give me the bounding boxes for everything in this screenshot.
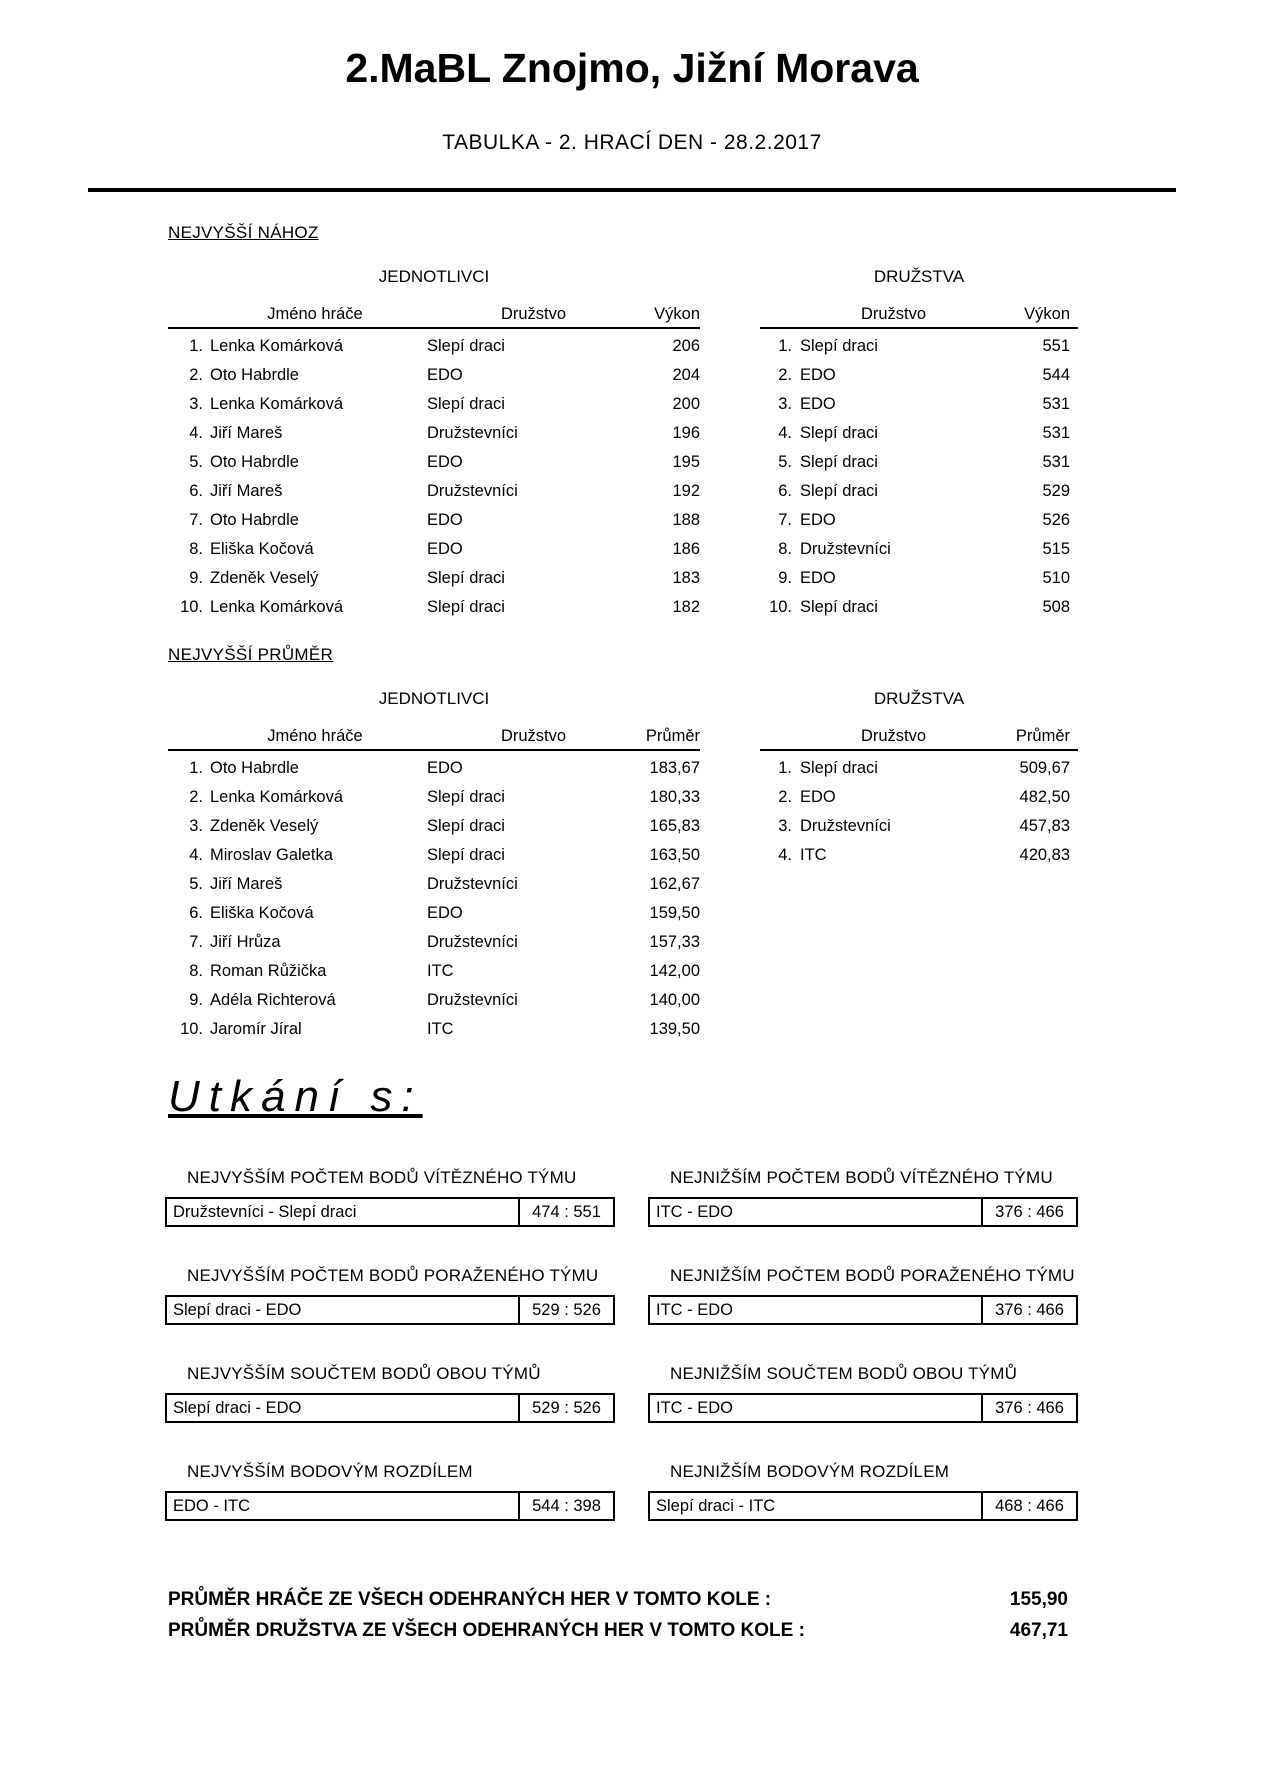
table-row bbox=[168, 361, 700, 390]
section-highest-throw bbox=[0, 222, 1264, 622]
team-cell: ITC bbox=[427, 962, 454, 980]
table-row bbox=[760, 841, 1078, 870]
player-name-cell: Jiří Hrůza bbox=[210, 933, 281, 951]
rank-cell: 6. bbox=[778, 482, 792, 500]
player-name-cell: Lenka Komárková bbox=[210, 395, 343, 413]
score-cell: 183 bbox=[672, 569, 700, 587]
match-result-box bbox=[165, 1393, 615, 1423]
player-name-cell: Eliška Kočová bbox=[210, 904, 314, 922]
match-score: 376 : 466 bbox=[981, 1199, 1076, 1225]
match-record bbox=[648, 1461, 1078, 1521]
table-row bbox=[168, 841, 700, 870]
score-cell: 188 bbox=[672, 511, 700, 529]
column-header-row bbox=[760, 304, 1078, 329]
table-row bbox=[760, 564, 1078, 593]
score-cell: 196 bbox=[672, 424, 700, 442]
rank-cell: 1. bbox=[778, 759, 792, 777]
column-header-average: Průměr bbox=[645, 727, 700, 745]
score-cell: 531 bbox=[1042, 395, 1070, 413]
player-name-cell: Jiří Mareš bbox=[210, 875, 283, 893]
rank-cell: 5. bbox=[189, 875, 203, 893]
player-name-cell: Lenka Komárková bbox=[210, 788, 343, 806]
team-cell: EDO bbox=[427, 759, 463, 777]
player-name-cell: Adéla Richterová bbox=[210, 991, 336, 1009]
match-score: 468 : 466 bbox=[981, 1493, 1076, 1519]
score-cell: 551 bbox=[1042, 337, 1070, 355]
team-cell: EDO bbox=[427, 453, 463, 471]
section-matches-with bbox=[0, 1044, 1264, 1521]
team-cell: Slepí draci bbox=[427, 598, 505, 616]
average-cell: 162,67 bbox=[649, 875, 700, 893]
stat-value: 467,71 bbox=[1009, 1620, 1068, 1641]
rank-cell: 9. bbox=[189, 569, 203, 587]
table-row bbox=[760, 754, 1078, 783]
table-row bbox=[168, 477, 700, 506]
player-name-cell: Jiří Mareš bbox=[210, 424, 283, 442]
score-cell: 186 bbox=[672, 540, 700, 558]
match-record bbox=[648, 1167, 1078, 1227]
rank-cell: 2. bbox=[189, 366, 203, 384]
column-header-row bbox=[168, 726, 700, 751]
table-row bbox=[168, 870, 700, 899]
highest-average-individuals-table bbox=[168, 665, 700, 1044]
team-cell: Slepí draci bbox=[800, 598, 878, 616]
table-row bbox=[168, 754, 700, 783]
rank-cell: 10. bbox=[769, 598, 792, 616]
match-result-box bbox=[648, 1393, 1078, 1423]
rank-cell: 4. bbox=[189, 846, 203, 864]
rank-cell: 10. bbox=[180, 598, 203, 616]
column-header-average: Průměr bbox=[1015, 727, 1070, 745]
rank-cell: 2. bbox=[778, 366, 792, 384]
score-cell: 515 bbox=[1042, 540, 1070, 558]
score-cell: 531 bbox=[1042, 424, 1070, 442]
team-cell: Družstevníci bbox=[427, 424, 518, 442]
team-cell: EDO bbox=[800, 366, 836, 384]
summary-stat-line bbox=[168, 1615, 1068, 1646]
table-row bbox=[168, 448, 700, 477]
score-cell: 510 bbox=[1042, 569, 1070, 587]
rank-cell: 5. bbox=[189, 453, 203, 471]
average-cell: 183,67 bbox=[649, 759, 700, 777]
rank-column-spacer bbox=[168, 726, 203, 746]
table-row bbox=[760, 812, 1078, 841]
match-record bbox=[165, 1167, 615, 1227]
individuals-rows bbox=[168, 754, 700, 1044]
match-score: 474 : 551 bbox=[518, 1199, 613, 1225]
table-row bbox=[168, 986, 700, 1015]
rank-cell: 10. bbox=[180, 1020, 203, 1038]
match-category-label: NEJVYŠŠÍM SOUČTEM BODŮ OBOU TÝMŮ bbox=[187, 1364, 541, 1383]
rank-cell: 5. bbox=[778, 453, 792, 471]
team-cell: Družstevníci bbox=[427, 482, 518, 500]
section-highest-average bbox=[0, 644, 1264, 1044]
player-name-cell: Oto Habrdle bbox=[210, 366, 299, 384]
score-cell: 200 bbox=[672, 395, 700, 413]
score-cell: 192 bbox=[672, 482, 700, 500]
individuals-rows bbox=[168, 332, 700, 622]
rank-cell: 8. bbox=[778, 540, 792, 558]
average-cell: 457,83 bbox=[1019, 817, 1070, 835]
table-row bbox=[760, 535, 1078, 564]
column-header-team: Družstvo bbox=[860, 305, 927, 323]
highest-average-teams-table bbox=[760, 665, 1078, 870]
rank-cell: 1. bbox=[189, 759, 203, 777]
match-score: 376 : 466 bbox=[981, 1395, 1076, 1421]
team-cell: Slepí draci bbox=[800, 759, 878, 777]
score-cell: 531 bbox=[1042, 453, 1070, 471]
table-row bbox=[168, 812, 700, 841]
section-heading-highest-average: NEJVYŠŠÍ PRŮMĚR bbox=[168, 645, 334, 664]
score-cell: 508 bbox=[1042, 598, 1070, 616]
rank-column-spacer bbox=[760, 726, 792, 746]
table-row bbox=[168, 783, 700, 812]
highest-throw-teams-table bbox=[760, 243, 1078, 622]
team-cell: Slepí draci bbox=[427, 788, 505, 806]
table-row bbox=[760, 390, 1078, 419]
player-name-cell: Oto Habrdle bbox=[210, 511, 299, 529]
match-teams: ITC - EDO bbox=[656, 1203, 733, 1221]
player-name-cell: Zdeněk Veselý bbox=[210, 817, 319, 835]
average-cell: 163,50 bbox=[649, 846, 700, 864]
match-record bbox=[165, 1461, 615, 1521]
rank-cell: 7. bbox=[778, 511, 792, 529]
team-cell: Slepí draci bbox=[427, 395, 505, 413]
team-cell: Slepí draci bbox=[800, 453, 878, 471]
rank-cell: 4. bbox=[778, 846, 792, 864]
stat-label: PRŮMĚR DRUŽSTVA ZE VŠECH ODEHRANÝCH HER V TOMTO KOLE : bbox=[168, 1620, 805, 1641]
match-category-label: NEJVYŠŠÍM POČTEM BODŮ VÍTĚZNÉHO TÝMU bbox=[187, 1168, 577, 1187]
match-category-label: NEJNIŽŠÍM SOUČTEM BODŮ OBOU TÝMŮ bbox=[670, 1364, 1018, 1383]
score-cell: 529 bbox=[1042, 482, 1070, 500]
table-row bbox=[760, 593, 1078, 622]
team-cell: ITC bbox=[427, 1020, 454, 1038]
matches-with-heading: Utkání s: bbox=[168, 1072, 423, 1121]
stat-label: PRŮMĚR HRÁČE ZE VŠECH ODEHRANÝCH HER V TOMTO KOLE : bbox=[168, 1589, 772, 1610]
average-cell: 165,83 bbox=[649, 817, 700, 835]
match-result-box bbox=[165, 1491, 615, 1521]
rank-cell: 3. bbox=[189, 817, 203, 835]
rank-column-spacer bbox=[168, 304, 203, 324]
table-row bbox=[168, 506, 700, 535]
rank-cell: 7. bbox=[189, 933, 203, 951]
rank-cell: 4. bbox=[189, 424, 203, 442]
team-cell: EDO bbox=[800, 569, 836, 587]
table-row bbox=[168, 928, 700, 957]
rank-cell: 4. bbox=[778, 424, 792, 442]
column-header-score: Výkon bbox=[1024, 305, 1070, 323]
team-cell: Družstevníci bbox=[427, 933, 518, 951]
player-name-cell: Eliška Kočová bbox=[210, 540, 314, 558]
teams-rows bbox=[760, 332, 1078, 622]
team-cell: Družstevníci bbox=[427, 991, 518, 1009]
rank-cell: 9. bbox=[778, 569, 792, 587]
match-record bbox=[165, 1363, 615, 1423]
match-category-label: NEJNIŽŠÍM POČTEM BODŮ VÍTĚZNÉHO TÝMU bbox=[670, 1168, 1053, 1187]
table-row bbox=[760, 477, 1078, 506]
player-name-cell: Lenka Komárková bbox=[210, 598, 343, 616]
table-row bbox=[168, 419, 700, 448]
page-subtitle: TABULKA - 2. HRACÍ DEN - 28.2.2017 bbox=[442, 131, 822, 154]
team-cell: Družstevníci bbox=[800, 540, 891, 558]
match-result-box bbox=[165, 1197, 615, 1227]
team-cell: EDO bbox=[427, 511, 463, 529]
column-header-team: Družstvo bbox=[860, 727, 927, 745]
match-records-grid bbox=[165, 1167, 1264, 1521]
rank-cell: 6. bbox=[189, 904, 203, 922]
team-cell: Slepí draci bbox=[427, 846, 505, 864]
player-name-cell: Jiří Mareš bbox=[210, 482, 283, 500]
team-cell: Slepí draci bbox=[427, 337, 505, 355]
rank-cell: 3. bbox=[778, 817, 792, 835]
team-cell: Slepí draci bbox=[800, 424, 878, 442]
table-row bbox=[168, 593, 700, 622]
rank-cell: 8. bbox=[189, 540, 203, 558]
rank-cell: 9. bbox=[189, 991, 203, 1009]
rank-cell: 2. bbox=[189, 788, 203, 806]
table-row bbox=[760, 332, 1078, 361]
team-cell: ITC bbox=[800, 846, 827, 864]
column-header-score: Výkon bbox=[654, 305, 700, 323]
rank-cell: 3. bbox=[189, 395, 203, 413]
table-row bbox=[760, 361, 1078, 390]
match-result-box bbox=[648, 1295, 1078, 1325]
match-teams: Slepí draci - EDO bbox=[173, 1399, 302, 1417]
rank-cell: 6. bbox=[189, 482, 203, 500]
table-row bbox=[760, 448, 1078, 477]
match-category-label: NEJVYŠŠÍM POČTEM BODŮ PORAŽENÉHO TÝMU bbox=[187, 1266, 599, 1285]
match-teams: Slepí draci - ITC bbox=[656, 1497, 776, 1515]
table-row bbox=[168, 535, 700, 564]
match-category-label: NEJVYŠŠÍM BODOVÝM ROZDÍLEM bbox=[187, 1462, 473, 1481]
average-cell: 482,50 bbox=[1019, 788, 1070, 806]
highest-average-tables bbox=[168, 665, 1264, 1044]
team-cell: EDO bbox=[427, 366, 463, 384]
summary-stats bbox=[168, 1584, 1068, 1646]
average-cell: 139,50 bbox=[649, 1020, 700, 1038]
match-record bbox=[648, 1265, 1078, 1325]
average-cell: 142,00 bbox=[649, 962, 700, 980]
match-teams: ITC - EDO bbox=[656, 1301, 733, 1319]
match-score: 529 : 526 bbox=[518, 1395, 613, 1421]
player-name-cell: Oto Habrdle bbox=[210, 759, 299, 777]
team-cell: Družstevníci bbox=[800, 817, 891, 835]
teams-table-title: DRUŽSTVA bbox=[873, 689, 965, 708]
column-header-team: Družstvo bbox=[500, 727, 567, 745]
score-cell: 526 bbox=[1042, 511, 1070, 529]
player-name-cell: Jaromír Jíral bbox=[210, 1020, 302, 1038]
page-title: 2.MaBL Znojmo, Jižní Morava bbox=[345, 45, 919, 91]
stat-value: 155,90 bbox=[1009, 1589, 1068, 1610]
average-cell: 420,83 bbox=[1019, 846, 1070, 864]
match-score: 376 : 466 bbox=[981, 1297, 1076, 1323]
match-result-box bbox=[648, 1197, 1078, 1227]
score-cell: 195 bbox=[672, 453, 700, 471]
score-cell: 182 bbox=[672, 598, 700, 616]
score-cell: 206 bbox=[672, 337, 700, 355]
team-cell: Slepí draci bbox=[427, 817, 505, 835]
match-teams: EDO - ITC bbox=[173, 1497, 250, 1515]
player-name-cell: Miroslav Galetka bbox=[210, 846, 333, 864]
match-record bbox=[165, 1265, 615, 1325]
team-cell: Slepí draci bbox=[800, 482, 878, 500]
rank-cell: 1. bbox=[189, 337, 203, 355]
player-name-cell: Lenka Komárková bbox=[210, 337, 343, 355]
match-category-label: NEJNIŽŠÍM BODOVÝM ROZDÍLEM bbox=[670, 1462, 950, 1481]
table-row bbox=[168, 957, 700, 986]
rank-cell: 2. bbox=[778, 788, 792, 806]
table-row bbox=[168, 899, 700, 928]
table-row bbox=[168, 390, 700, 419]
team-cell: EDO bbox=[800, 788, 836, 806]
rank-cell: 3. bbox=[778, 395, 792, 413]
teams-table-title: DRUŽSTVA bbox=[873, 267, 965, 286]
average-cell: 509,67 bbox=[1019, 759, 1070, 777]
average-cell: 159,50 bbox=[649, 904, 700, 922]
match-score: 529 : 526 bbox=[518, 1297, 613, 1323]
match-result-box bbox=[648, 1491, 1078, 1521]
table-row bbox=[168, 564, 700, 593]
column-header-row bbox=[168, 304, 700, 329]
score-cell: 204 bbox=[672, 366, 700, 384]
team-cell: EDO bbox=[427, 904, 463, 922]
player-name-cell: Oto Habrdle bbox=[210, 453, 299, 471]
team-cell: Družstevníci bbox=[427, 875, 518, 893]
rank-cell: 7. bbox=[189, 511, 203, 529]
column-header-team: Družstvo bbox=[500, 305, 567, 323]
team-cell: EDO bbox=[800, 511, 836, 529]
team-cell: EDO bbox=[800, 395, 836, 413]
teams-rows bbox=[760, 754, 1078, 870]
divider-rule bbox=[88, 188, 1176, 192]
rank-cell: 8. bbox=[189, 962, 203, 980]
match-category-label: NEJNIŽŠÍM POČTEM BODŮ PORAŽENÉHO TÝMU bbox=[670, 1266, 1075, 1285]
match-score: 544 : 398 bbox=[518, 1493, 613, 1519]
match-teams: Družstevníci - Slepí draci bbox=[173, 1203, 357, 1221]
score-cell: 544 bbox=[1042, 366, 1070, 384]
highest-throw-tables bbox=[168, 243, 1264, 622]
team-cell: Slepí draci bbox=[427, 569, 505, 587]
team-cell: EDO bbox=[427, 540, 463, 558]
team-cell: Slepí draci bbox=[800, 337, 878, 355]
individuals-table-title: JEDNOTLIVCI bbox=[378, 267, 490, 286]
individuals-table-title: JEDNOTLIVCI bbox=[378, 689, 490, 708]
player-name-cell: Zdeněk Veselý bbox=[210, 569, 319, 587]
match-result-box bbox=[165, 1295, 615, 1325]
highest-throw-individuals-table bbox=[168, 243, 700, 622]
column-header-player-name: Jméno hráče bbox=[267, 727, 363, 745]
table-row bbox=[168, 332, 700, 361]
match-record bbox=[648, 1363, 1078, 1423]
table-row bbox=[168, 1015, 700, 1044]
table-row bbox=[760, 506, 1078, 535]
table-row bbox=[760, 419, 1078, 448]
rank-column-spacer bbox=[760, 304, 792, 324]
column-header-row bbox=[760, 726, 1078, 751]
column-header-player-name: Jméno hráče bbox=[267, 305, 363, 323]
table-row bbox=[760, 783, 1078, 812]
summary-stat-line bbox=[168, 1584, 1068, 1615]
rank-cell: 1. bbox=[778, 337, 792, 355]
average-cell: 180,33 bbox=[649, 788, 700, 806]
match-teams: ITC - EDO bbox=[656, 1399, 733, 1417]
average-cell: 140,00 bbox=[649, 991, 700, 1009]
average-cell: 157,33 bbox=[649, 933, 700, 951]
player-name-cell: Roman Růžička bbox=[210, 962, 327, 980]
section-heading-highest-throw: NEJVYŠŠÍ NÁHOZ bbox=[168, 223, 319, 242]
match-teams: Slepí draci - EDO bbox=[173, 1301, 302, 1319]
